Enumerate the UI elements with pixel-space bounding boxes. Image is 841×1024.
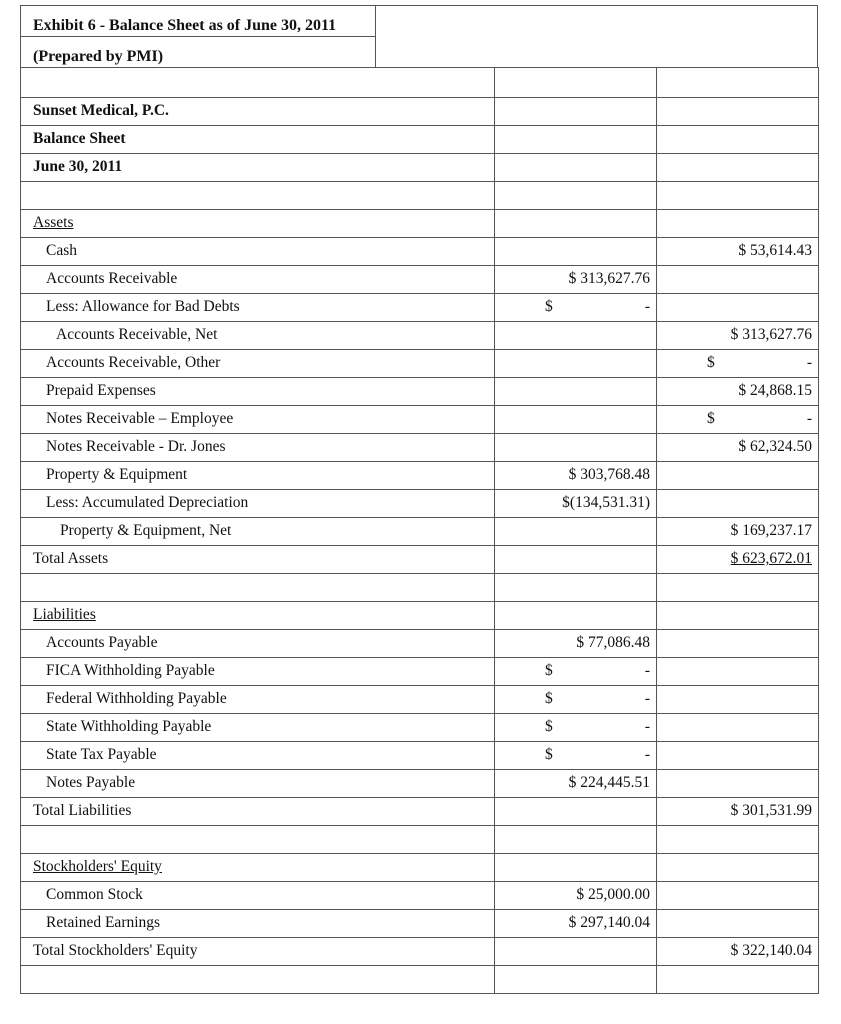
statement-date: June 30, 2011 [21, 154, 495, 182]
table-row [21, 770, 819, 798]
ar-other-label: Accounts Receivable, Other [21, 350, 495, 378]
table-row [21, 266, 819, 294]
table-row [21, 238, 819, 266]
nr-employee-label: Notes Receivable – Employee [21, 406, 495, 434]
spacer-row [21, 574, 495, 602]
notes-payable-sub: $ 224,445.51 [495, 770, 657, 798]
state-wh-sub: $ - [545, 718, 650, 735]
total-equity-value: $ 322,140.04 [657, 938, 819, 966]
ar-other-total: $ - [707, 354, 812, 371]
table-row [21, 658, 819, 686]
table-row [21, 714, 819, 742]
retained-earnings-label: Retained Earnings [21, 910, 495, 938]
total-equity-label: Total Stockholders' Equity [21, 938, 495, 966]
table-row [21, 798, 819, 826]
ap-sub: $ 77,086.48 [495, 630, 657, 658]
spacer-row [21, 966, 495, 994]
balance-sheet-exhibit [20, 5, 818, 994]
ar-net-label: Accounts Receivable, Net [21, 322, 495, 350]
balance-sheet-table [20, 67, 819, 994]
prepaid-label: Prepaid Expenses [21, 378, 495, 406]
ppe-sub: $ 303,768.48 [495, 462, 657, 490]
cash-label: Cash [21, 238, 495, 266]
ap-label: Accounts Payable [21, 630, 495, 658]
federal-label: Federal Withholding Payable [21, 686, 495, 714]
fica-sub: $ - [545, 662, 650, 679]
state-tax-sub: $ - [545, 746, 650, 763]
table-row [21, 406, 819, 434]
ar-net-total: $ 313,627.76 [657, 322, 819, 350]
table-row [21, 378, 819, 406]
prepaid-total: $ 24,868.15 [657, 378, 819, 406]
ppe-net-label: Property & Equipment, Net [21, 518, 495, 546]
cash-total: $ 53,614.43 [657, 238, 819, 266]
spacer-row [21, 182, 495, 210]
table-row [21, 630, 819, 658]
table-row [21, 294, 819, 322]
equity-heading: Stockholders' Equity [21, 854, 495, 882]
liabilities-heading: Liabilities [21, 602, 495, 630]
total-assets-label: Total Assets [21, 546, 495, 574]
ar-label: Accounts Receivable [21, 266, 495, 294]
nr-jones-label: Notes Receivable - Dr. Jones [21, 434, 495, 462]
table-row [21, 518, 819, 546]
statement-name: Balance Sheet [21, 126, 495, 154]
notes-payable-label: Notes Payable [21, 770, 495, 798]
exhibit-header [20, 5, 818, 67]
exhibit-title: Exhibit 6 - Balance Sheet as of June 30, 2011 [21, 6, 376, 37]
nr-employee-total: $ - [707, 410, 812, 427]
allowance-label: Less: Allowance for Bad Debts [21, 294, 495, 322]
fica-label: FICA Withholding Payable [21, 658, 495, 686]
table-row [21, 490, 819, 518]
total-liabilities-label: Total Liabilities [21, 798, 495, 826]
common-stock-label: Common Stock [21, 882, 495, 910]
table-row [21, 910, 819, 938]
spacer-row [21, 68, 495, 98]
table-row [21, 686, 819, 714]
ar-sub: $ 313,627.76 [495, 266, 657, 294]
total-assets-value: $ 623,672.01 [657, 546, 819, 574]
table-row [21, 938, 819, 966]
assets-heading: Assets [21, 210, 495, 238]
state-tax-label: State Tax Payable [21, 742, 495, 770]
accum-dep-sub: $(134,531.31) [495, 490, 657, 518]
table-row [21, 462, 819, 490]
table-row [21, 322, 819, 350]
table-row [21, 546, 819, 574]
ppe-label: Property & Equipment [21, 462, 495, 490]
nr-jones-total: $ 62,324.50 [657, 434, 819, 462]
state-wh-label: State Withholding Payable [21, 714, 495, 742]
table-row [21, 434, 819, 462]
ppe-net-total: $ 169,237.17 [657, 518, 819, 546]
company-name: Sunset Medical, P.C. [21, 98, 495, 126]
federal-sub: $ - [545, 690, 650, 707]
allowance-sub: $ - [545, 298, 650, 315]
table-row [21, 350, 819, 378]
spacer-row [21, 826, 495, 854]
common-stock-sub: $ 25,000.00 [495, 882, 657, 910]
retained-earnings-sub: $ 297,140.04 [495, 910, 657, 938]
table-row [21, 742, 819, 770]
total-liabilities-value: $ 301,531.99 [657, 798, 819, 826]
exhibit-subtitle: (Prepared by PMI) [21, 37, 376, 67]
accum-dep-label: Less: Accumulated Depreciation [21, 490, 495, 518]
table-row [21, 882, 819, 910]
